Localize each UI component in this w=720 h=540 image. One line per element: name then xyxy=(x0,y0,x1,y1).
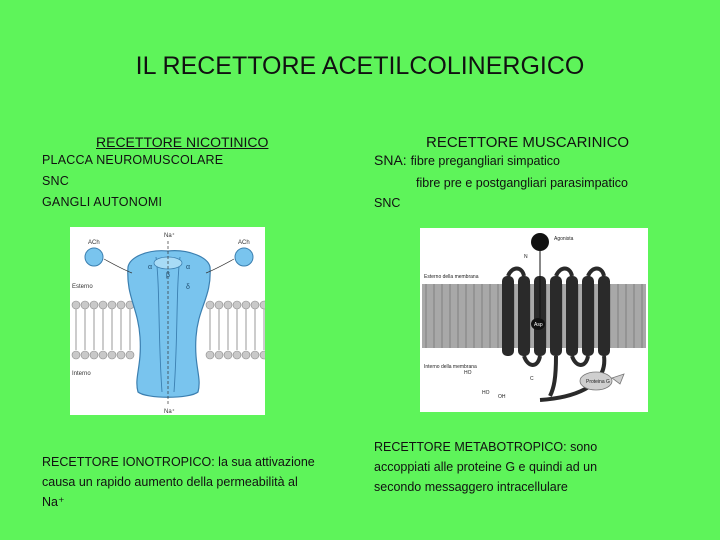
agonist-label: Agonista xyxy=(554,236,574,242)
nicotinic-locations-list xyxy=(42,150,223,213)
c-terminal-label: C xyxy=(530,376,534,382)
sna-parasympathetic: fibre pre e postgangliari parasimpatico xyxy=(416,176,628,190)
oh-label: OH xyxy=(498,394,506,400)
nicotinic-receptor-diagram xyxy=(70,227,265,415)
asp-label: Asp xyxy=(534,322,543,328)
ho-label: HO xyxy=(482,390,490,396)
delta-label: δ xyxy=(186,284,190,291)
beta-label: β xyxy=(166,272,171,279)
na-bottom-label: Na⁺ xyxy=(164,409,175,415)
sna-prefix: SNA: xyxy=(374,152,407,168)
nicotinic-heading: RECETTORE NICOTINICO xyxy=(96,134,269,150)
ionotropic-description: RECETTORE IONOTROPICO: la sua attivazione causa un rapido aumento della permeabilità al Na⁺ xyxy=(42,455,315,509)
snc-label: SNC xyxy=(374,196,401,210)
inside-label: Interno xyxy=(72,371,91,377)
ho-label: HO xyxy=(464,370,472,376)
ach-right-label: ACh xyxy=(238,240,250,246)
g-protein-label: Proteina G xyxy=(586,379,610,385)
metabotropic-description: RECETTORE METABOTROPICO: sono accoppiati alle proteine G e quindi ad un secondo messaggero intracellulare xyxy=(374,440,598,494)
muscarinic-heading: RECETTORE MUSCARINICO xyxy=(426,134,630,151)
muscarinic-receptor-diagram xyxy=(420,228,648,412)
sna-line xyxy=(374,152,560,168)
n-terminal-label: N xyxy=(524,254,528,260)
ach-left-label: ACh xyxy=(88,240,100,246)
list-item: PLACCA NEUROMUSCOLARE xyxy=(42,153,224,167)
inside-membrane-label: Interno della membrana xyxy=(424,364,477,370)
list-item: SNC xyxy=(42,174,69,188)
list-item: GANGLI AUTONOMI xyxy=(42,195,163,209)
sna-sympathetic: fibre pregangliari simpatico xyxy=(410,154,560,168)
outside-label: Esterno xyxy=(72,284,93,290)
slide-title: IL RECETTORE ACETILCOLINERGICO xyxy=(135,52,585,80)
alpha-label: α xyxy=(186,264,191,271)
alpha-label: α xyxy=(148,264,153,271)
outside-membrane-label: Esterno della membrana xyxy=(424,274,479,280)
na-top-label: Na⁺ xyxy=(164,233,175,239)
